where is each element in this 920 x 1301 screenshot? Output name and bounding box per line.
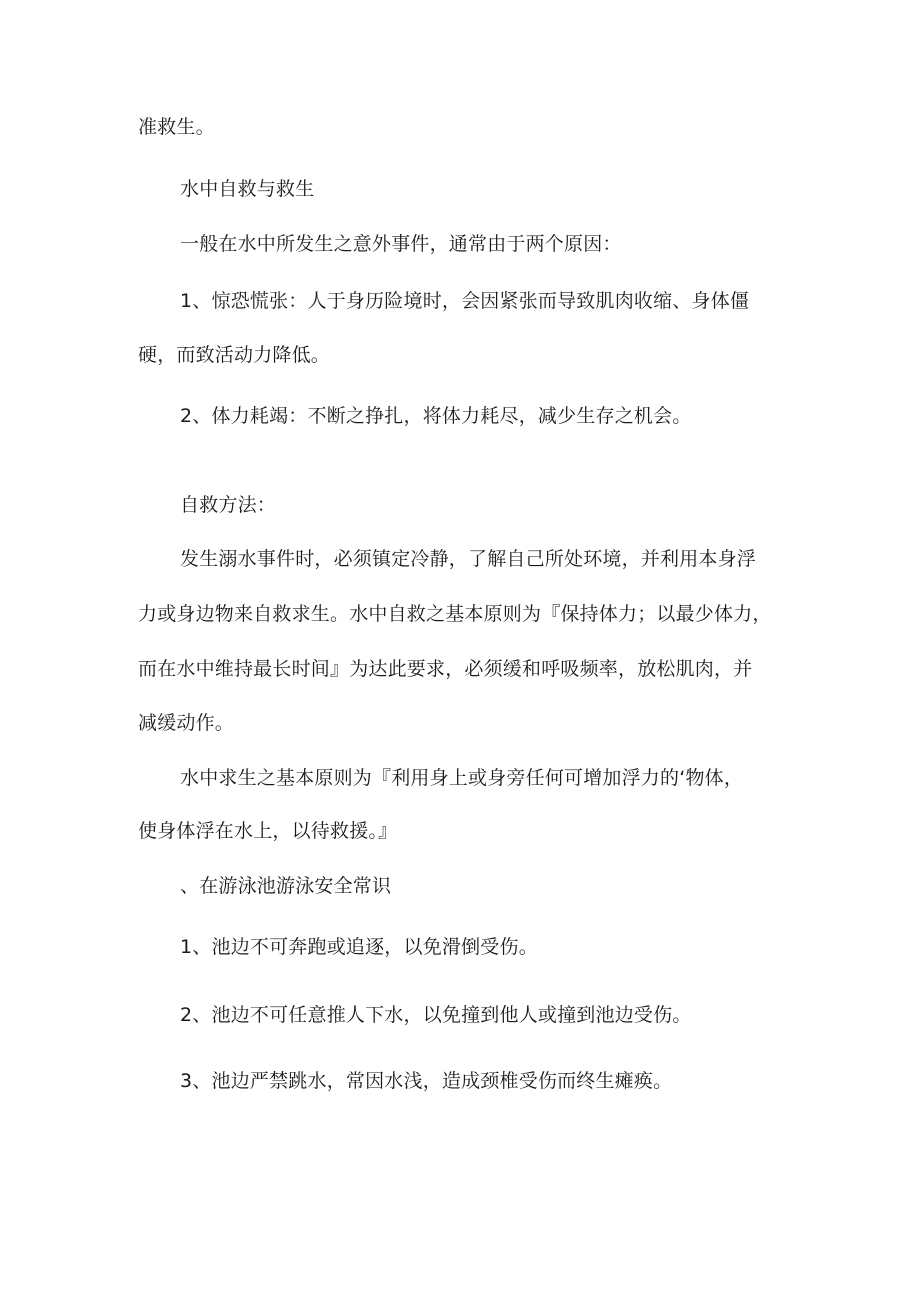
text-line: 1、池边不可奔跑或追逐，以免滑倒受伤。 — [180, 936, 538, 958]
text-line: 3、池边严禁跳水，常因水浅，造成颈椎受伤而终生瘫痪。 — [180, 1070, 673, 1092]
text-line: 2、体力耗竭：不断之挣扎，将体力耗尽，减少生存之机会。 — [180, 405, 692, 427]
text-line: 一般在水中所发生之意外事件，通常由于两个原因： — [180, 233, 622, 255]
text-line: 准救生。 — [138, 116, 215, 138]
text-line: 2、池边不可任意推人下水，以免撞到他人或撞到池边受伤。 — [180, 1004, 692, 1026]
text-line: 力或身边物来自救求生。水中自救之基本原则为『保持体力；以最少体力， — [138, 603, 772, 625]
text-line: 发生溺水事件时，必须镇定冷静，了解自己所处环境，并利用本身浮 — [180, 548, 757, 570]
text-line: 减缓动作。 — [138, 712, 235, 734]
section-heading: 、在游泳池游泳安全常识 — [180, 875, 392, 897]
text-line: 硬，而致活动力降低。 — [138, 344, 331, 366]
text-line: 而在水中维持最长时间』为达此要求，必须缓和呼吸频率，放松肌肉，并 — [138, 658, 753, 680]
section-heading: 自救方法： — [180, 494, 277, 516]
text-line: 使身体浮在水上，以待救援。』 — [138, 820, 398, 842]
text-line: 1、惊恐慌张：人于身历险境时，会因紧张而导致肌肉收缩、身体僵 — [180, 290, 750, 312]
section-heading: 水中自救与救生 — [180, 178, 315, 200]
text-line: 水中求生之基本原则为『利用身上或身旁任何可增加浮力的‘物体， — [180, 767, 744, 789]
